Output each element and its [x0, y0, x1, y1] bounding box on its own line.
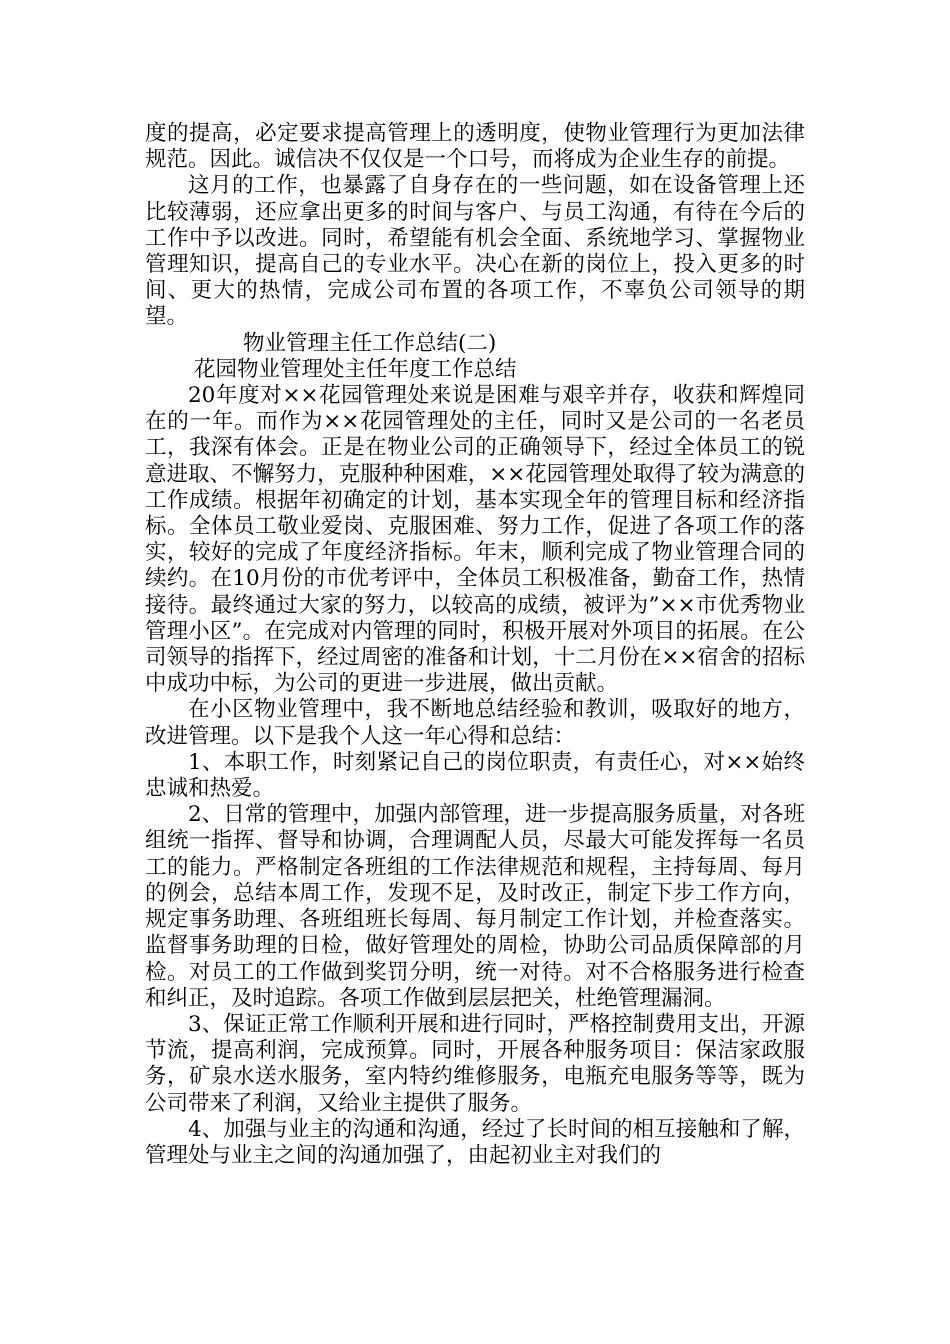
paragraph-continued: 度的提高，必定要求提高管理上的透明度，使物业管理行为更加法律规范。因此。诚信决不仅仅是一个口号，而将成为企业生存的前提。: [145, 121, 805, 173]
list-item-1: 1、本职工作，时刻紧记自己的岗位职责，有责任心，对××始终忠诚和热爱。: [145, 749, 805, 802]
list-item-4: 4、加强与业主的沟通和沟通，经过了长时间的相互接触和了解，管理处与业主之间的沟通加强了，由起初业主对我们的: [145, 1116, 805, 1168]
paragraph-self-review: 这月的工作，也暴露了自身存在的一些问题，如在设备管理上还比较薄弱，还应拿出更多的时间与客户、与员工沟通，有待在今后的工作中予以改进。同时，希望能有机会全面、系统地学习、掌握物业管理知识，提高自己的专业水平。决心在新的岗位上，投入更多的时间、更大的热情，完成公司布置的各项工作，不辜负公司领导的期望。: [145, 173, 805, 330]
paragraph-lessons-intro: 在小区物业管理中，我不断地总结经验和教训，吸取好的地方，改进管理。以下是我个人这一年心得和总结：: [145, 697, 805, 749]
paragraph-annual-summary: 20年度对××花园管理处来说是困难与艰辛并存，收获和辉煌同在的一年。而作为××花园管理处的主任，同时又是公司的一名老员工，我深有体会。正是在物业公司的正确领导下，经过全体员工的锐意进取、不懈努力，克服种种困难，××花园管理处取得了较为满意的工作成绩。根据年初确定的计划，基本实现全年的管理目标和经济指标。全体员工敬业爱岗、克服困难、努力工作，促进了各项工作的落实，较好的完成了年度经济指标。年末，顺利完成了物业管理合同的续约。在10月份的市优考评中，全体员工积极准备，勤奋工作，热情接待。最终通过大家的努力，以较高的成绩，被评为”××市优秀物业管理小区”。在完成对内管理的同时，积极开展对外项目的拓展。在公司领导的指挥下，经过周密的准备和计划，十二月份在××宿舍的招标中成功中标，为公司的更进一步进展，做出贡献。: [145, 383, 805, 697]
report-title: 花园物业管理处主任年度工作总结: [194, 356, 517, 382]
document-body: [145, 121, 805, 1169]
list-item-3: 3、保证正常工作顺利开展和进行同时，严格控制费用支出，开源节流，提高利润，完成预算。同时，开展各种服务项目：保洁家政服务，矿泉水送水服务，室内特约维修服务，电瓶充电服务等等，既为公司带来了利润，又给业主提供了服务。: [145, 1011, 805, 1116]
list-item-2: 2、日常的管理中，加强内部管理，进一步提高服务质量，对各班组统一指挥、督导和协调，合理调配人员，尽最大可能发挥每一名员工的能力。严格制定各班组的工作法律规范和规程，主持每周、每月的例会，总结本周工作，发现不足，及时改正，制定下步工作方向，规定事务助理、各班组班长每周、每月制定工作计划，并检查落实。监督事务助理的日检，做好管理处的周检，协助公司品质保障部的月检。对员工的工作做到奖罚分明，统一对待。对不合格服务进行检查和纠正，及时追踪。各项工作做到层层把关，杜绝管理漏洞。: [145, 802, 805, 1011]
section-title: 物业管理主任工作总结(二): [243, 330, 497, 356]
